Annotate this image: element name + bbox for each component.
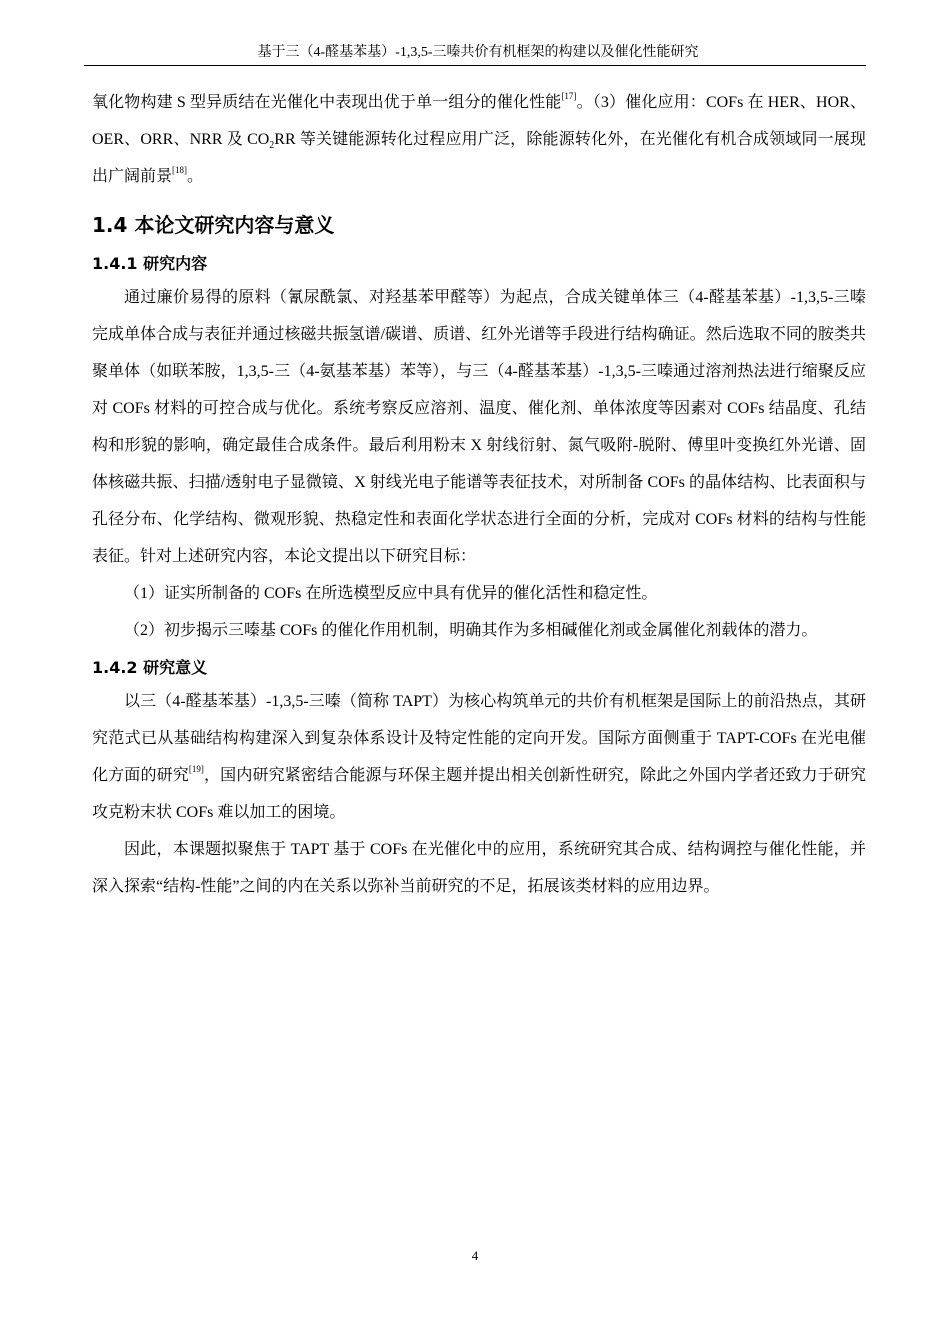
citation-19: [19] [188,763,204,774]
header-rule [84,65,866,66]
significance-paragraph-1 [92,683,866,831]
subsection-heading-1-4-1: 1.4.1 研究内容 [92,254,208,273]
intro-paragraph [92,84,866,195]
significance-text-2: ，国内研究紧密结合能源与环保主题并提出相关创新性研究，除此之外国内学者还致力于研究攻克粉末状 COFs 难以加工的困境。 [92,767,866,821]
intro-text-2: 。（3）催化应用：COFs 在 HER、HOR、OER、ORR、NRR 及 CO [92,94,866,148]
intro-text-3: RR 等关键能源转化过程应用广泛，除能源转化外，在光催化有机合成领域同一展现出广阔前景 [92,131,866,185]
research-goal-1: （1）证实所制备的 COFs 在所选模型反应中具有优异的催化活性和稳定性。 [124,585,658,602]
section-heading-1-4: 1.4 本论文研究内容与意义 [92,213,335,237]
research-goal-2: （2）初步揭示三嗪基 COFs 的催化作用机制，明确其作为多相碱催化剂或金属催化剂载体的潜力。 [124,622,818,639]
intro-text-4: 。 [187,168,204,185]
subsection-heading-1-4-2: 1.4.2 研究意义 [92,658,208,677]
page-number: 4 [471,1248,479,1263]
significance-paragraph-2: 因此，本课题拟聚焦于 TAPT 基于 COFs 在光催化中的应用，系统研究其合成、结构调控与催化性能，并深入探索“结构-性能”之间的内在关系以弥补当前研究的不足，拓展该类材料的应用边界。 [92,841,866,895]
intro-text-1: 氧化物构建 S 型异质结在光催化中表现出优于单一组分的催化性能 [92,94,562,111]
running-header: 基于三（4-醛基苯基）-1,3,5-三嗪共价有机框架的构建以及催化性能研究 [257,45,699,60]
page-body [92,84,866,905]
citation-17: [17] [561,90,577,101]
co2-subscript: 2 [269,140,275,152]
research-content-paragraph: 通过廉价易得的原料（氰尿酰氯、对羟基苯甲醛等）为起点，合成关键单体三（4-醛基苯基）-1,3,5-三嗪完成单体合成与表征并通过核磁共振氢谱/碳谱、质谱、红外光谱等手段进行结构确证。然后选取不同的胺类共聚单体（如联苯胺，1,3,5-三（4-氨基苯基）苯等），与三（4-醛基苯基）-1,3,5-三嗪通过溶剂热法进行缩聚反应对 COFs 材料的可控合成与优化。系统考察反应溶剂、温度、催化剂、单体浓度等因素对 COFs 结晶度、孔结构和形貌的影响，确定最佳合成条件。最后利用粉末 X 射线衍射、氮气吸附-脱附、傅里叶变换红外光谱、固体核磁共振、扫描/透射电子显微镜、X 射线光电子能谱等表征技术，对所制备 COFs 的晶体结构、比表面积与孔径分布、化学结构、微观形貌、热稳定性和表面化学状态进行全面的分析，完成对 COFs 材料的结构与性能表征。针对上述研究内容，本论文提出以下研究目标： [92,289,866,565]
significance-text-1: 以三（4-醛基苯基）-1,3,5-三嗪（简称 TAPT）为核心构筑单元的共价有机框架是国际上的前沿热点，其研究范式已从基础结构构建深入到复杂体系设计及特定性能的定向开发。国际方面侧重于 TAPT-COFs 在光电催化方面的研究 [92,693,866,784]
citation-18: [18] [172,164,188,175]
